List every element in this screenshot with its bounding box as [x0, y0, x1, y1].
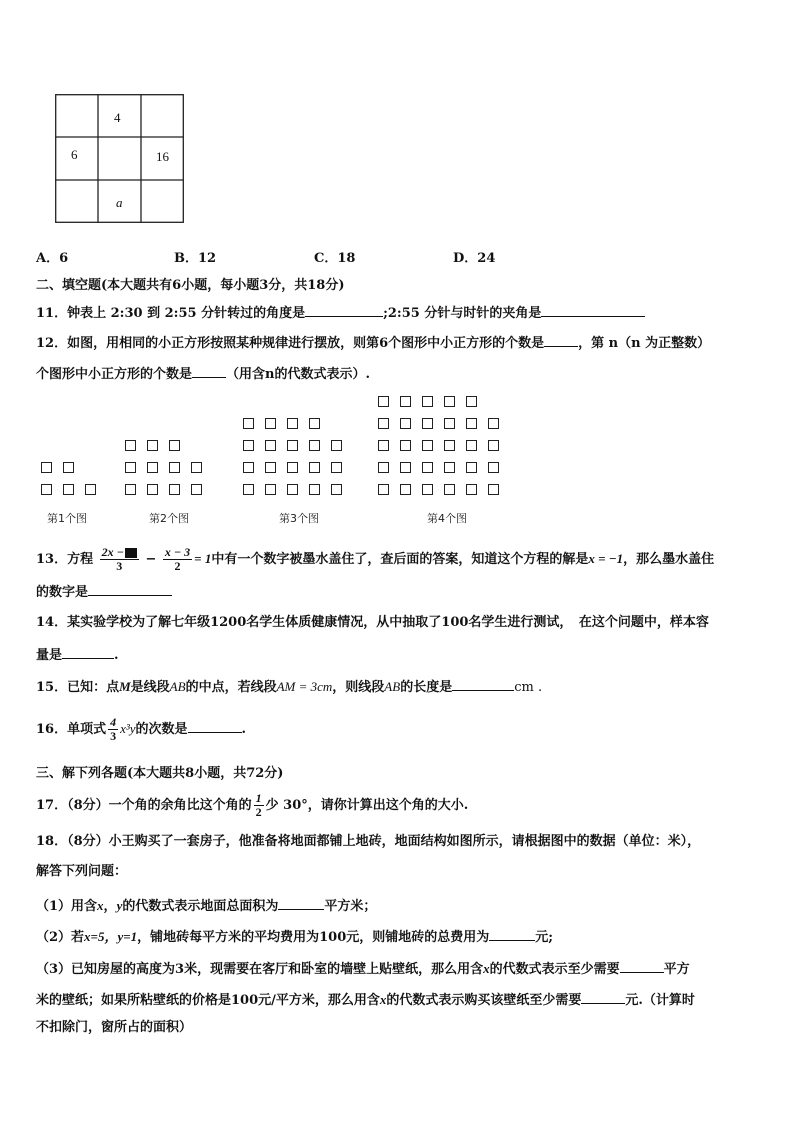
small-square — [63, 484, 74, 495]
q15-unit: cm . — [514, 680, 543, 695]
small-square — [422, 440, 433, 451]
small-square — [243, 484, 254, 495]
question-14-line-2 — [36, 646, 119, 664]
figure-1-label: 第1个图 — [47, 512, 87, 525]
q18-p3-text-d: 米的壁纸；如果所粘壁纸的价格是100元/平方米，那么用含 — [36, 993, 380, 1008]
question-18-part-2 — [36, 928, 553, 946]
q12-text-b: ，第 n（n 为正整数） — [578, 336, 711, 351]
question-17 — [36, 792, 468, 819]
small-square — [378, 418, 389, 429]
q15-segment-ab-2: AB — [384, 679, 401, 694]
figure-4-label: 第4个图 — [427, 512, 467, 525]
small-square — [466, 484, 477, 495]
q12-blank-2[interactable] — [192, 365, 226, 378]
small-square — [378, 440, 389, 451]
small-square — [287, 462, 298, 473]
small-square — [466, 462, 477, 473]
q18-p3-text-e: 的代数式表示购买该壁纸至少需要 — [386, 993, 582, 1008]
small-square — [265, 462, 276, 473]
question-12-line-2 — [36, 365, 370, 383]
q18-p2-blank[interactable] — [489, 928, 535, 941]
q17-num: 1 — [255, 791, 262, 805]
q13-text-c: ，那么墨水盖住 — [623, 552, 715, 567]
small-square — [444, 418, 455, 429]
q16-text-a: 16．单项式 — [36, 722, 107, 737]
small-square — [147, 462, 158, 473]
q18-p3-blank-1[interactable] — [620, 960, 664, 973]
small-square — [466, 418, 477, 429]
q11-blank-1[interactable] — [305, 304, 383, 317]
q18-p2-values: x=5，y=1 — [84, 929, 138, 944]
q15-am-value: AM = 3cm — [276, 679, 333, 694]
q15-text-c: 的中点，若线段 — [185, 680, 277, 695]
small-square — [287, 418, 298, 429]
small-square — [331, 462, 342, 473]
small-square — [466, 396, 477, 407]
question-11 — [36, 304, 645, 322]
question-12-line-1 — [36, 334, 710, 352]
grid-cell-right: 16 — [156, 149, 169, 164]
q16-num: 4 — [110, 715, 117, 729]
q15-text-d: ，则线段 — [332, 680, 385, 695]
small-square — [191, 484, 202, 495]
q11-text-b: ;2:55 分针与时针的夹角是 — [383, 306, 542, 321]
small-square — [125, 440, 136, 451]
ink-blot — [125, 548, 137, 558]
q18-p1-text-a: （1）用含 — [36, 899, 98, 914]
section-2-heading: 二、填空题(本大题共有6小题，每小题3分，共18分) — [36, 278, 345, 293]
question-18-part-3-line-3: 不扣除门，窗所占的面积） — [36, 1020, 193, 1035]
q13-den-2: 2 — [174, 559, 181, 573]
grid-cell-bottom: a — [116, 195, 123, 210]
q16-monomial: x³y — [120, 721, 136, 736]
q13-solution: x = −1 — [588, 551, 624, 566]
q14-text-b: . — [114, 648, 119, 663]
small-square — [309, 418, 320, 429]
q14-text-a: 量是 — [36, 648, 63, 663]
q18-p2-text-a: （2）若 — [36, 930, 85, 945]
q17-den: 2 — [255, 805, 262, 819]
q18-p3-text-a: （3）已知房屋的高度为3米，现需要在客厅和卧室的墙壁上贴壁纸，那么用含 — [36, 962, 484, 977]
q13-equals: = 1 — [194, 551, 212, 566]
small-square — [378, 484, 389, 495]
small-square — [309, 462, 320, 473]
q13-fraction-2 — [163, 546, 192, 573]
q13-text-b: 中有一个数字被墨水盖住了，查后面的答案，知道这个方程的解是 — [211, 552, 589, 567]
small-square — [125, 484, 136, 495]
q16-text-b: 的次数是 — [135, 722, 188, 737]
q13-num-2: x − 3 — [164, 545, 191, 559]
small-square — [422, 418, 433, 429]
small-square — [422, 462, 433, 473]
small-square — [488, 440, 499, 451]
q16-fraction — [108, 716, 118, 743]
question-18-part-1 — [36, 897, 376, 915]
small-square — [243, 418, 254, 429]
small-square — [309, 484, 320, 495]
small-square — [488, 418, 499, 429]
small-square — [243, 440, 254, 451]
q15-text-a: 15．已知：点 — [36, 680, 120, 695]
q14-blank[interactable] — [62, 646, 114, 659]
q15-text-b: 是线段 — [130, 680, 170, 695]
choice-b: B．12 — [174, 251, 217, 266]
q18-p1-y: y — [116, 898, 123, 913]
q16-den: 3 — [110, 729, 117, 743]
small-square — [444, 440, 455, 451]
q13-num-1: 2x − — [101, 545, 124, 559]
q16-text-c: . — [241, 722, 247, 737]
small-square — [422, 484, 433, 495]
grid-cell-top: 4 — [114, 110, 121, 125]
q18-p3-text-c: 平方 — [663, 962, 690, 977]
q18-p1-x: x — [97, 898, 104, 913]
q16-blank[interactable] — [188, 720, 242, 733]
small-square — [191, 462, 202, 473]
small-square — [147, 484, 158, 495]
question-15 — [36, 678, 542, 696]
small-square — [488, 484, 499, 495]
q12-text-d: （用含n的代数式表示）. — [226, 367, 370, 382]
small-square — [400, 440, 411, 451]
choice-a: A．6 — [36, 251, 69, 266]
q12-text-c: 个图形中小正方形的个数是 — [36, 367, 193, 382]
small-square — [265, 440, 276, 451]
q17-text-b: 少 30°，请你计算出这个角的大小. — [265, 798, 469, 813]
small-square — [265, 418, 276, 429]
q15-point-m: M — [119, 679, 131, 694]
small-square — [444, 462, 455, 473]
q11-blank-2[interactable] — [541, 304, 645, 317]
q18-p2-text-c: ，铺地砖每平方米的平均费用为100元，则铺地砖的总费用为 — [137, 930, 490, 945]
small-square — [169, 462, 180, 473]
small-square — [378, 462, 389, 473]
q15-segment-ab: AB — [169, 679, 186, 694]
q18-p3-text-f: 元.（计算时 — [625, 993, 695, 1008]
q13-text-a: 13．方程 — [36, 552, 94, 567]
q18-p2-text-d: 元; — [535, 930, 554, 945]
q11-text-a: 11．钟表上 2:30 到 2:55 分针转过的角度是 — [36, 306, 306, 321]
question-18-part-3-line-2 — [36, 991, 695, 1009]
q18-p3-blank-2[interactable] — [581, 991, 625, 1004]
small-square — [243, 462, 254, 473]
question-16 — [36, 716, 246, 743]
small-square — [444, 484, 455, 495]
small-square — [41, 462, 52, 473]
small-square — [265, 484, 276, 495]
q15-blank[interactable] — [452, 678, 514, 691]
small-square — [378, 396, 389, 407]
question-14-line-1: 14．某实验学校为了解七年级1200名学生体质健康情况，从中抽取了100名学生进行测试， 在这个问题中，样本容 — [36, 615, 709, 630]
small-square — [287, 440, 298, 451]
q13-text-d: 的数字是 — [36, 585, 89, 600]
small-square — [63, 462, 74, 473]
small-square — [85, 484, 96, 495]
question-18-line-2: 解答下列问题： — [36, 864, 128, 879]
figure-2-label: 第2个图 — [149, 512, 189, 525]
small-square — [287, 484, 298, 495]
small-square — [400, 484, 411, 495]
q18-p3-x: x — [483, 961, 490, 976]
q13-blank[interactable] — [88, 583, 172, 596]
q17-text-a: 17．（8分）一个角的余角比这个角的 — [36, 798, 252, 813]
q17-fraction — [254, 792, 264, 819]
figure-3-label: 第3个图 — [279, 512, 319, 525]
small-square — [400, 418, 411, 429]
question-18-part-3-line-1 — [36, 960, 690, 978]
small-square — [400, 462, 411, 473]
q12-text-a: 12．如图，用相同的小正方形按照某种规律进行摆放，则第6个图形中小正方形的个数是 — [36, 336, 545, 351]
small-square — [309, 440, 320, 451]
small-square — [466, 440, 477, 451]
small-square — [444, 396, 455, 407]
q18-p3-x-2: x — [379, 992, 387, 1007]
q18-p1-comma: ， — [103, 899, 117, 914]
choice-c: C．18 — [314, 251, 356, 266]
small-square — [331, 484, 342, 495]
question-13-line-1 — [36, 546, 714, 573]
question-13-line-2 — [36, 583, 172, 601]
small-square — [331, 440, 342, 451]
q13-minus: − — [145, 552, 157, 567]
question-18-line-1: 18．（8分）小王购买了一套房子，他准备将地面都铺上地砖，地面结构如图所示，请根据图中的数据（单位：米）， — [36, 834, 701, 849]
q18-p1-blank[interactable] — [278, 897, 324, 910]
small-square — [147, 440, 158, 451]
small-square — [488, 462, 499, 473]
small-square — [422, 396, 433, 407]
section-3-heading: 三、解下列各题(本大题共8小题，共72分) — [36, 766, 284, 781]
small-square — [400, 396, 411, 407]
small-square — [125, 462, 136, 473]
small-square — [169, 440, 180, 451]
q18-p1-text-d: 平方米； — [324, 899, 377, 914]
q13-den-1: 3 — [116, 559, 123, 573]
q18-p3-text-b: 的代数式表示至少需要 — [489, 962, 620, 977]
q12-blank-1[interactable] — [544, 334, 578, 347]
small-square — [169, 484, 180, 495]
choice-d: D．24 — [453, 251, 496, 266]
q13-fraction-1 — [100, 546, 139, 573]
small-square — [41, 484, 52, 495]
grid-cell-left: 6 — [71, 147, 78, 162]
q15-text-e: 的长度是 — [400, 680, 453, 695]
q18-p1-text-b: 的代数式表示地面总面积为 — [122, 899, 279, 914]
